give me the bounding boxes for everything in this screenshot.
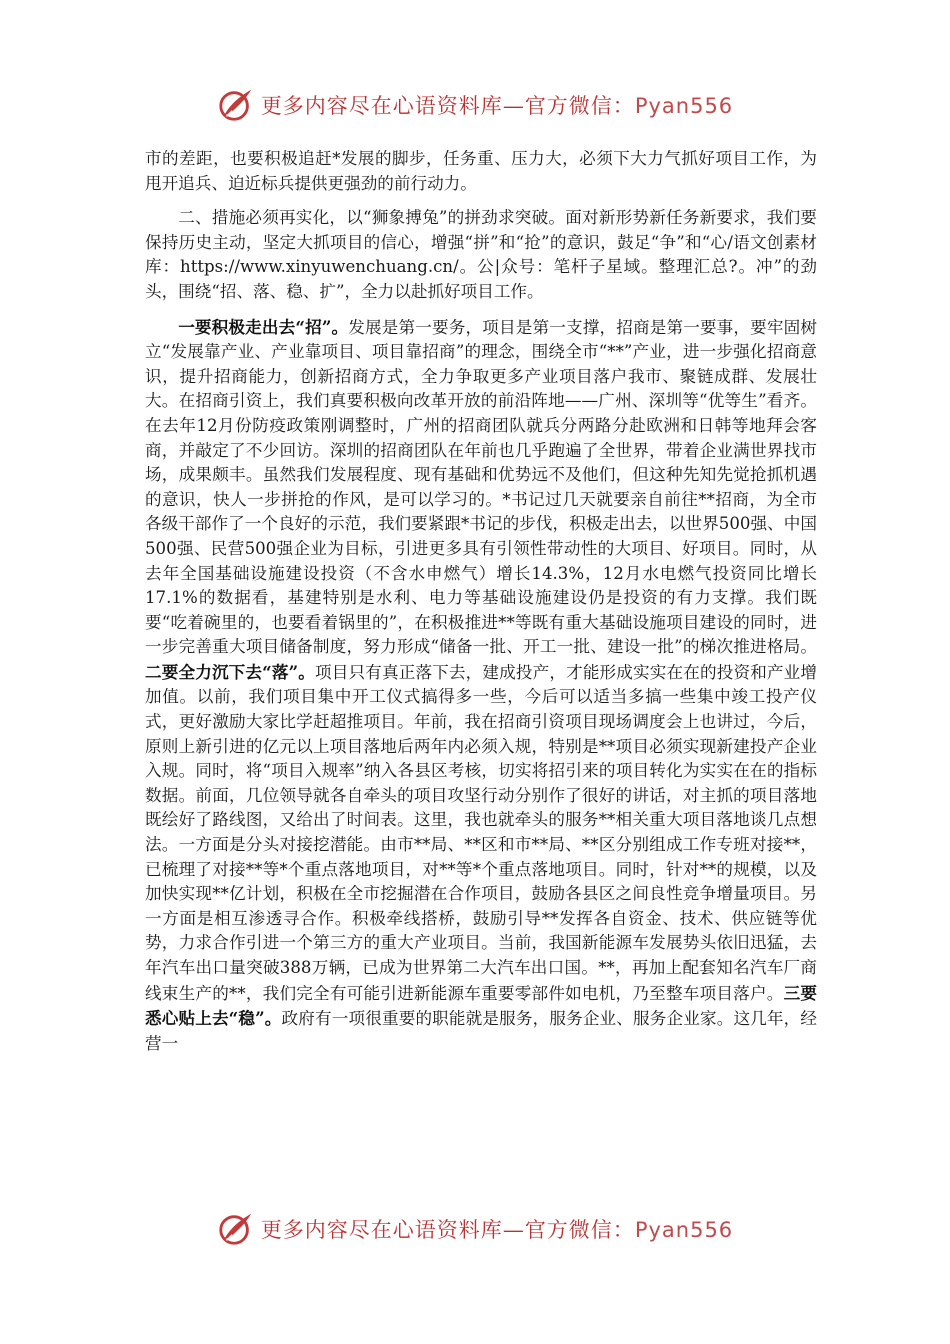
paragraph-main	[145, 315, 817, 1057]
quill-logo-icon	[217, 86, 255, 124]
quill-logo-icon	[217, 1210, 255, 1248]
article-body	[145, 147, 817, 1056]
banner-text: 更多内容尽在心语资料库—官方微信：Pyan556	[260, 1218, 734, 1242]
point-text-1: 发展是第一要务，项目是第一支撑，招商是第一要事，要牢固树立“发展靠产业、产业靠项目、项目靠招商”的理念，围绕全市“**”产业，进一步强化招商意识，提升招商能力，创新招商方式，全力争取更多产业项目落户我市、聚链成群、发展壮大。在招商引资上，我们真要积极向改革开放的前沿阵地——广州、深圳等“优等生”看齐。在去年12月份防疫政策刚调整时，广州的招商团队就兵分两路分赴欧洲和日韩等地拜会客商，并敲定了不少回访。深圳的招商团队在年前也几乎跑遍了全世界，带着企业满世界找市场，成果颇丰。虽然我们发展程度、现有基础和优势远不及他们，但这种先知先觉抢抓机遇的意识，快人一步拼抢的作风，是可以学习的。*书记过几天就要亲自前往**招商，为全市各级干部作了一个良好的示范，我们要紧跟*书记的步伐，积极走出去，以世界500强、中国500强、民营500强企业为目标，引进更多具有引领性带动性的大项目、好项目。同时，从去年全国基础设施建设投资（不含水申燃气）增长14.3%，12月水电燃气投资同比增长17.1%的数据看，基建特别是水利、电力等基础设施建设仍是投资的有力支撑。我们既要“吃着碗里的，也要看着锅里的”，在积极推进**等既有重大基础设施项目建设的同时，进一步完善重大项目储备制度，努力形成“储备一批、开工一批、建设一批”的梯次推进格局。	[145, 317, 818, 657]
point-heading-1: 一要积极走出去“招”。	[178, 316, 349, 337]
footer-banner	[0, 1207, 950, 1251]
header-banner	[0, 83, 950, 127]
point-heading-2: 二要全力沉下去“落”。	[145, 661, 316, 682]
paragraph-section-two: 二、措施必须再实化，以“狮象搏兔”的拼劲求突破。面对新形势新任务新要求，我们要保持历史主动，坚定大抓项目的信心，增强“拼”和“抢”的意识，鼓足“争”和“心/语文创素材库：https://www.xinyuwenchuang.cn/。公|众号：笔杆子星域。整理汇总?。冲”的劲头，围绕“招、落、稳、扩”，全力以赴抓好项目工作。	[145, 208, 817, 301]
banner-text: 更多内容尽在心语资料库—官方微信：Pyan556	[260, 94, 734, 118]
paragraph-continuation: 市的差距，也要积极追赶*发展的脚步，任务重、压力大，必须下大力气抓好项目工作，为甩开追兵、迫近标兵提供更强劲的前行动力。	[145, 149, 817, 193]
point-heading-3: 三要悉心贴上去“稳”。	[145, 982, 818, 1029]
point-text-3: 政府有一项很重要的职能就是服务，服务企业、服务企业家。这几年，经营一	[145, 1009, 818, 1053]
point-text-2: 项目只有真正落下去，建成投产，才能形成实实在在的投资和产业增加值。以前，我们项目集中开工仪式搞得多一些，今后可以适当多搞一些集中竣工投产仪式，更好激励大家比学赶超推项目。年前，我在招商引资项目现场调度会上也讲过，今后，原则上新引进的亿元以上项目落地后两年内必须入规，特别是**项目必须实现新建投产企业入规。同时，将“项目入规率”纳入各县区考核，切实将招引来的项目转化为实实在在的指标数据。前面，几位领导就各自牵头的项目攻坚行动分别作了很好的讲话，对主抓的项目落地既绘好了路线图，又给出了时间表。这里，我也就牵头的服务**相关重大项目落地谈几点想法。一方面是分头对接挖潜能。由市**局、**区和市**局、**区分别组成工作专班对接**，已梳理了对接**等*个重点落地项目，对**等*个重点落地项目。同时，针对**的规模，以及加快实现**亿计划，积极在全市挖掘潜在合作项目，鼓励各县区之间良性竞争增量项目。另一方面是相互渗透寻合作。积极牵线搭桥，鼓励引导**发挥各自资金、技术、供应链等优势，力求合作引进一个第三方的重大产业项目。当前，我国新能源车发展势头依旧迅猛，去年汽车出口量突破388万辆，已成为世界第二大汽车出口国。**，再加上配套知名汽车厂商线束生产的**，我们完全有可能引进新能源车重要零部件如电机，乃至整车项目落户。	[145, 662, 817, 1003]
